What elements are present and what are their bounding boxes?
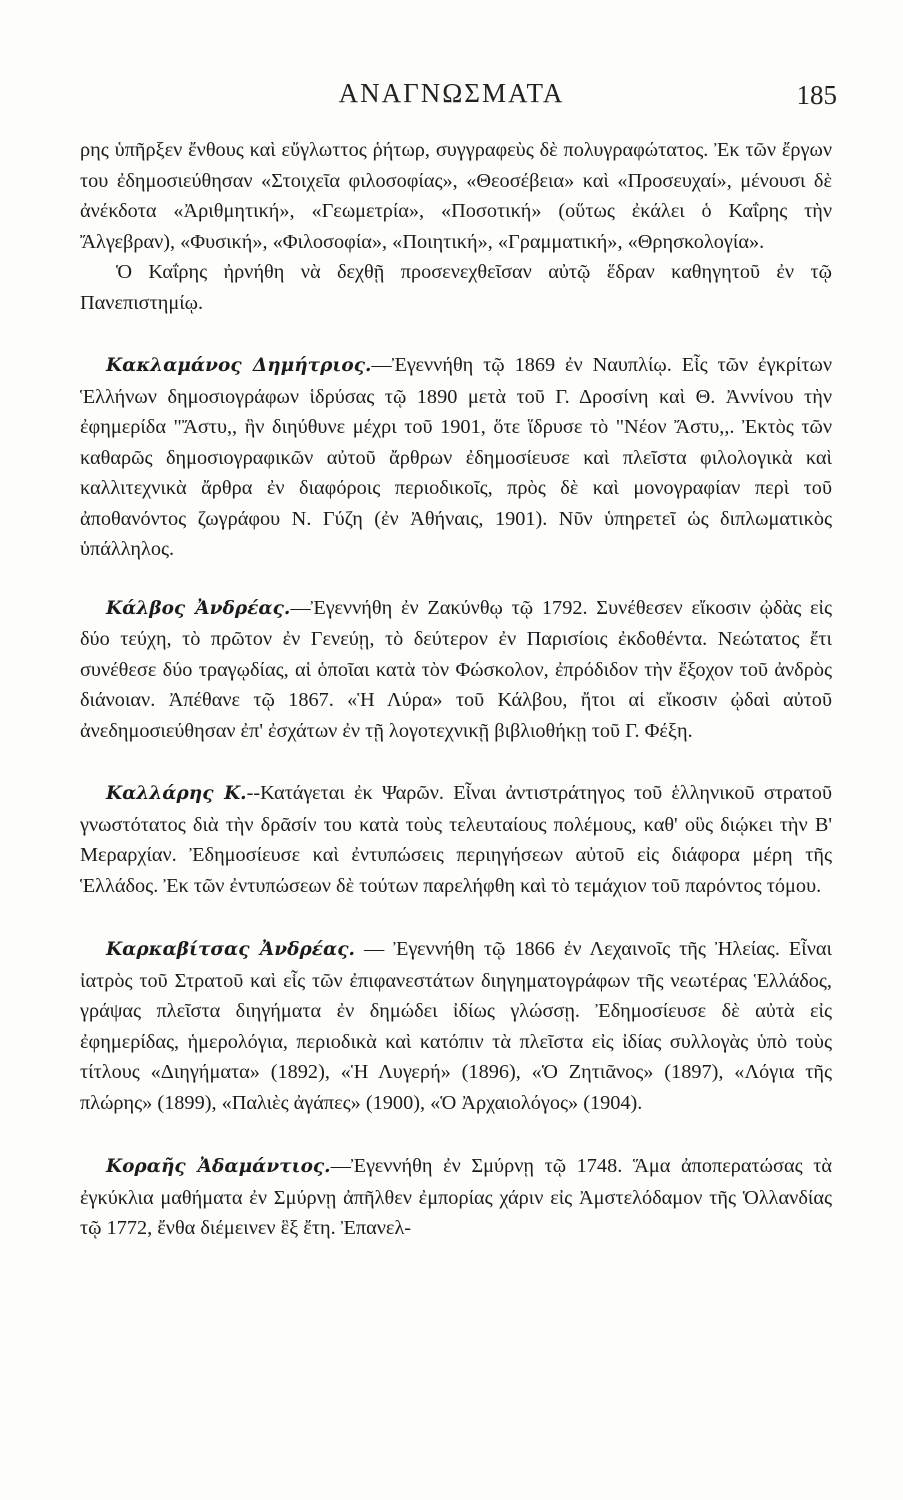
body-text [80, 135, 832, 1244]
entry-text-kallaris: --Κατάγεται ἐκ Ψαρῶν. Εἶναι ἀντιστράτηγος τοῦ ἑλληνικοῦ στρατοῦ γνωστότατος διὰ τὴν δρᾶσίν του κατὰ τοὺς τελευταίους πολέμους, καθ' οὓς διῴκει τὴν Β' Μεραρχίαν. Ἐδημοσίευσε καὶ ἐντυπώσεις περιηγήσεων αὐτοῦ εἰς διάφορα μέρη τῆς Ἑλλάδος. Ἐκ τῶν ἐντυπώσεων δὲ τούτων παρελήφθη καὶ τὸ τεμάχιον τοῦ παρόντος τόμου. [80, 782, 832, 897]
entry-kallaris [80, 778, 832, 901]
entry-text-kaklamanos: —Ἐγεννήθη τῷ 1869 ἐν Ναυπλίῳ. Εἷς τῶν ἐγκρίτων Ἑλλήνων δημοσιογράφων ἱδρύσας τῷ 1890 μετὰ τοῦ Γ. Δροσίνη καὶ Θ. Ἀννίνου τὴν ἐφημερίδα "Ἄστυ,, ἣν διηύθυνε μέχρι τοῦ 1901, ὅτε ἵδρυσε τὸ "Νέον Ἄστυ,,. Ἐκτὸς τῶν καθαρῶς δημοσιογραφικῶν αὐτοῦ ἄρθρων ἐδημοσίευσε καὶ πλεῖστα φιλολογικὰ καὶ καλλιτεχνικὰ ἄρθρα ἐν διαφόροις περιοδικοῖς, πρὸς δὲ καὶ μονογραφίαν περὶ τοῦ ἀποθανόντος ζωγράφου Ν. Γύζη (ἐν Ἀθήναις, 1901). Νῦν ὑπηρετεῖ ὡς διπλωματικὸς ὑπάλληλος. [80, 354, 832, 560]
entry-name-kallaris: Καλλάρης Κ. [106, 783, 247, 804]
entry-name-kaklamanos: Κακλαμάνος Δημήτριος. [106, 355, 372, 376]
entry-karkavitsas [80, 934, 832, 1118]
page-number: 185 [796, 80, 837, 110]
entry-korais [80, 1151, 832, 1244]
entry-text-korais: —Ἐγεννήθη ἐν Σμύρνῃ τῷ 1748. Ἅμα ἀποπερατώσας τὰ ἐγκύκλια μαθήματα ἐν Σμύρνῃ ἀπῆλθεν ἐμπορίας χάριν εἰς Ἀμστελόδαμον τῆς Ὁλλανδίας τῷ 1772, ἔνθα διέμεινεν ἓξ ἔτη. Ἐπανελ- [80, 1155, 832, 1239]
paragraph-continuation: ρης ὑπῆρξεν ἔνθους καὶ εὔγλωττος ῥήτωρ, συγγραφεὺς δὲ πολυγραφώτατος. Ἐκ τῶν ἔργων του ἐδημοσιεύθησαν «Στοιχεῖα φιλοσοφίας», «Θεοσέβεια» καὶ «Προσευχαί», μένουσι δὲ ἀνέκδοτα «Ἀριθμητική», «Γεωμετρία», «Ποσοτική» (οὕτως ἐκάλει ὁ Καΐρης τὴν Ἄλγεβραν), «Φυσική», «Φιλοσοφία», «Ποιητική», «Γραμματική», «Θρησκολογία». [80, 139, 832, 253]
entry-text-kalvos: —Ἐγεννήθη ἐν Ζακύνθῳ τῷ 1792. Συνέθεσεν εἴκοσιν ᾠδὰς εἰς δύο τεύχη, τὸ πρῶτον ἐν Γενεύῃ, τὸ δεύτερον ἐν Παρισίοις ἐκδοθέντα. Νεώτατος ἔτι συνέθεσε δύο τραγῳδίας, αἱ ὁποῖαι κατὰ τὸν Φώσκολον, ἐπρόδιδον τὴν ἔξοχον τοῦ ἀνδρὸς διάνοιαν. Ἀπέθανε τῷ 1867. «Ἡ Λύρα» τοῦ Κάλβου, ἤτοι αἱ εἴκοσιν ᾠδαὶ αὐτοῦ ἀνεδημοσιεύθησαν ἐπ' ἐσχάτων ἐν τῇ λογοτεχνικῇ βιβλιοθήκῃ τοῦ Γ. Φέξη. [80, 596, 832, 742]
running-title: ΑΝΑΓΝΩΣΜΑΤΑ [338, 78, 565, 108]
entry-name-kalvos: Κάλβος Ἀνδρέας. [106, 597, 291, 619]
entry-text-karkavitsas: — Ἐγεννήθη τῷ 1866 ἐν Λεχαινοῖς τῆς Ἠλείας. Εἶναι ἰατρὸς τοῦ Στρατοῦ καὶ εἷς τῶν ἐπιφανεστάτων διηγηματογράφων τῆς νεωτέρας Ἑλλάδος, γράψας πλεῖστα διηγήματα ἐν δημώδει ἰδίως γλώσσῃ. Ἐδημοσίευσε δὲ αὐτὰ εἰς ἐφημερίδας, ἡμερολόγια, περιοδικὰ καὶ κατόπιν τὰ πλεῖστα εἰς ἰδίας συλλογὰς ὑπὸ τοὺς τίτλους «Διηγήματα» (1892), «Ἡ Λυγερή» (1896), «Ὁ Ζητιᾶνος» (1897), «Λόγια τῆς πλώρης» (1899), «Παλιὲς ἀγάπες» (1900), «Ὁ Ἀρχαιολόγος» (1904). [80, 938, 832, 1114]
paragraph-kairis-note: Ὁ Καΐρης ἠρνήθη νὰ δεχθῇ προσενεχθεῖσαν αὐτῷ ἕδραν καθηγητοῦ ἐν τῷ Πανεπιστημίῳ. [80, 261, 832, 314]
entry-kaklamanos [80, 350, 832, 565]
entry-name-korais: Κοραῆς Ἀδαμάντιος. [106, 1156, 331, 1177]
entry-name-karkavitsas: Καρκαβίτσας Ἀνδρέας. [106, 939, 355, 960]
running-head [0, 78, 903, 118]
entry-kalvos [80, 593, 832, 747]
